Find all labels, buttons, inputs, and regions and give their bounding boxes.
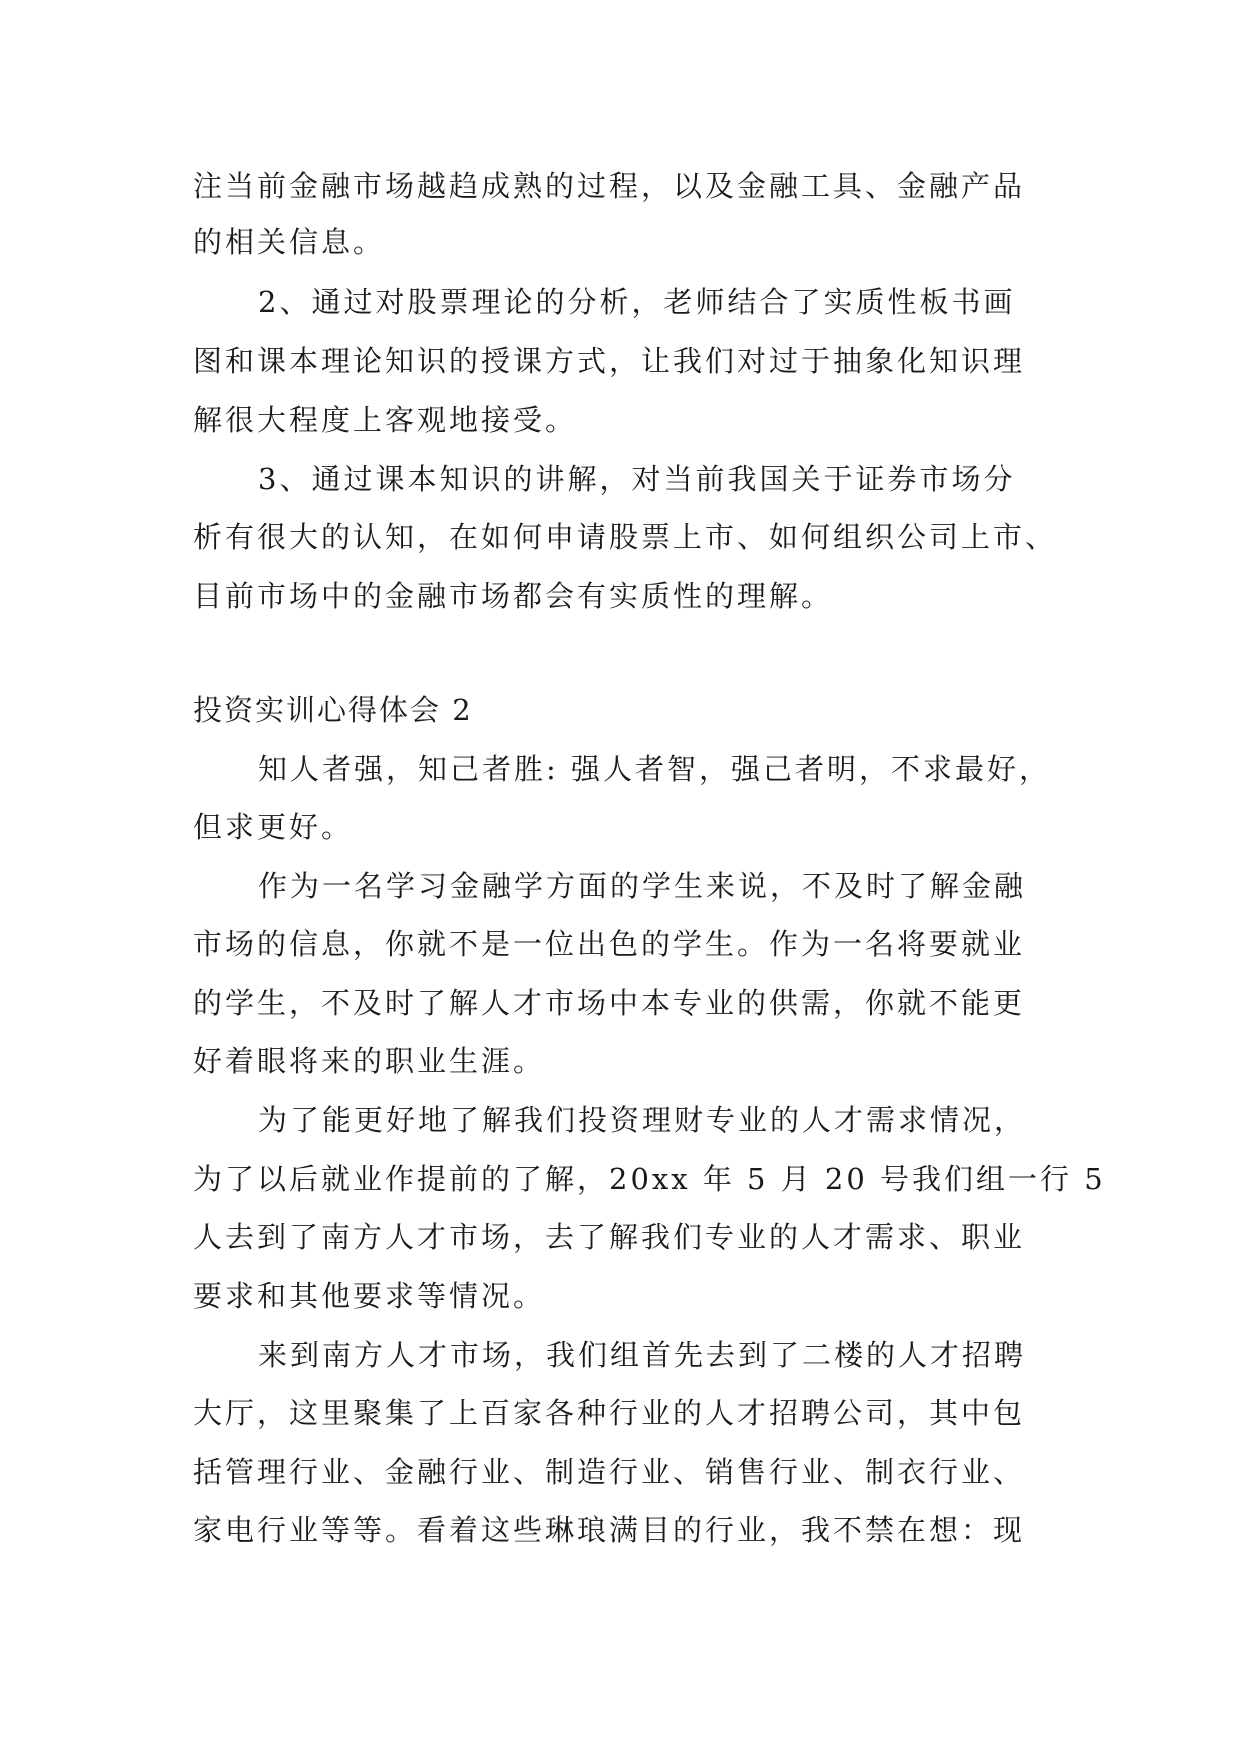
text-line: 图和课本理论知识的授课方式，让我们对过于抽象化知识理 bbox=[193, 344, 1026, 378]
text-line: 的学生，不及时了解人才市场中本专业的供需，你就不能更 bbox=[193, 986, 1026, 1020]
paragraph-start-line: 2、通过对股票理论的分析，老师结合了实质性板书画 bbox=[258, 285, 1016, 319]
paragraph-start-line: 3、通过课本知识的讲解，对当前我国关于证券市场分 bbox=[258, 462, 1016, 496]
text-line: 市场的信息，你就不是一位出色的学生。作为一名将要就业 bbox=[193, 927, 1026, 961]
paragraph-start-line: 知人者强，知己者胜: 强人者智，强己者明，不求最好， bbox=[258, 752, 1051, 786]
paragraph-start-line: 作为一名学习金融学方面的学生来说，不及时了解金融 bbox=[258, 869, 1027, 903]
text-line: 好着眼将来的职业生涯。 bbox=[193, 1044, 546, 1078]
text-line: 为了以后就业作提前的了解，20xx 年 5 月 20 号我们组一行 5 bbox=[193, 1162, 1106, 1196]
text-line: 人去到了南方人才市场，去了解我们专业的人才需求、职业 bbox=[193, 1220, 1026, 1254]
section-heading: 投资实训心得体会 2 bbox=[193, 693, 473, 727]
text-line: 解很大程度上客观地接受。 bbox=[193, 403, 578, 437]
text-line: 的相关信息。 bbox=[193, 225, 386, 259]
text-line: 大厅，这里聚集了上百家各种行业的人才招聘公司，其中包 bbox=[193, 1396, 1026, 1430]
text-line: 要求和其他要求等情况。 bbox=[193, 1279, 546, 1313]
text-line: 析有很大的认知，在如何申请股票上市、如何组织公司上市、 bbox=[193, 520, 1058, 554]
paragraph-start-line: 为了能更好地了解我们投资理财专业的人才需求情况， bbox=[258, 1103, 1027, 1137]
paragraph-start-line: 来到南方人才市场，我们组首先去到了二楼的人才招聘 bbox=[258, 1338, 1027, 1372]
text-line: 家电行业等等。看着这些琳琅满目的行业，我不禁在想：现 bbox=[193, 1513, 1026, 1547]
text-line: 注当前金融市场越趋成熟的过程，以及金融工具、金融产品 bbox=[193, 169, 1026, 203]
text-line: 目前市场中的金融市场都会有实质性的理解。 bbox=[193, 579, 834, 613]
text-line: 括管理行业、金融行业、制造行业、销售行业、制衣行业、 bbox=[193, 1455, 1026, 1489]
text-line: 但求更好。 bbox=[193, 810, 354, 844]
